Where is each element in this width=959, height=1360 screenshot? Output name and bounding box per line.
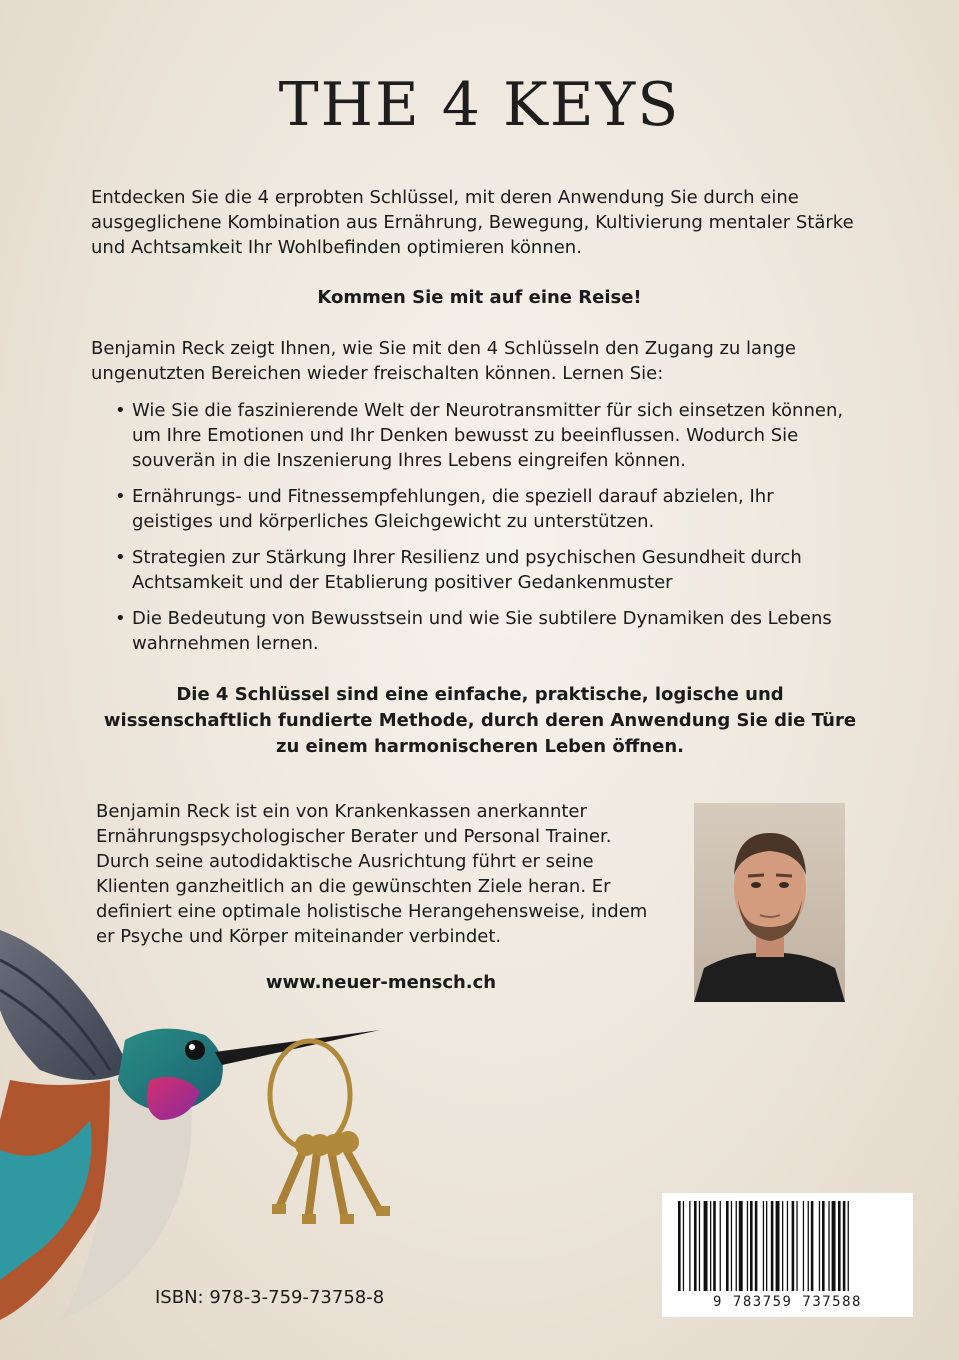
barcode-number: 9 783759 737588 bbox=[713, 1294, 862, 1310]
subheading: Kommen Sie mit auf eine Reise! bbox=[317, 287, 642, 308]
benefits-list bbox=[115, 398, 855, 667]
barcode-bars bbox=[678, 1201, 897, 1293]
list-item: • Wie Sie die faszinierende Welt der Neurotransmitter für sich einsetzen können, um Ihre Emotionen und Ihr Denken bewusst zu beeinflussen. Wodurch Sie souverän in die Inszenierung Ihres Lebens eingreifen können. bbox=[115, 398, 855, 473]
conclusion-paragraph: Die 4 Schlüssel sind eine einfache, praktische, logische und wissenschaftlich fundierte Methode, durch deren Anwendung Sie die Türe zu einem harmonischeren Leben öffnen. bbox=[103, 684, 857, 757]
list-item: • Strategien zur Stärkung Ihrer Resilienz und psychischen Gesundheit durch Achtsamkeit und der Etablierung positiver Gedankenmuster bbox=[115, 545, 855, 595]
isbn-text: ISBN: 978-3-759-73758-8 bbox=[155, 1287, 385, 1308]
lead-paragraph: Benjamin Reck zeigt Ihnen, wie Sie mit den 4 Schlüsseln den Zugang zu lange ungenutzten Bereichen wieder freischalten können. Lernen Sie: bbox=[91, 338, 796, 384]
barcode bbox=[662, 1193, 913, 1317]
author-bio: Benjamin Reck ist ein von Krankenkassen anerkannter Ernährungspsychologischer Berater und Personal Trainer. Durch seine autodidaktische Ausrichtung führt er seine Klienten ganzheitlich an die gewünschten Ziele heran. Er definiert eine optimale holistische Herangehensweise, indem er Psyche und Körper miteinander verbindet. bbox=[96, 801, 648, 947]
book-title: THE 4 KEYS bbox=[278, 70, 681, 140]
list-item: • Die Bedeutung von Bewusstsein und wie Sie subtilere Dynamiken des Lebens wahrnehmen lernen. bbox=[115, 606, 855, 656]
list-item: • Ernährungs- und Fitnessempfehlungen, die speziell darauf abzielen, Ihr geistiges und körperliches Gleichgewicht zu unterstützen. bbox=[115, 484, 855, 534]
intro-paragraph: Entdecken Sie die 4 erprobten Schlüssel, mit deren Anwendung Sie durch eine ausgeglichene Kombination aus Ernährung, Bewegung, Kultivierung mentaler Stärke und Achtsamkeit Ihr Wohlbefinden optimieren können. bbox=[91, 187, 854, 258]
author-portrait bbox=[694, 803, 845, 1002]
website-link[interactable]: www.neuer-mensch.ch bbox=[265, 972, 497, 993]
